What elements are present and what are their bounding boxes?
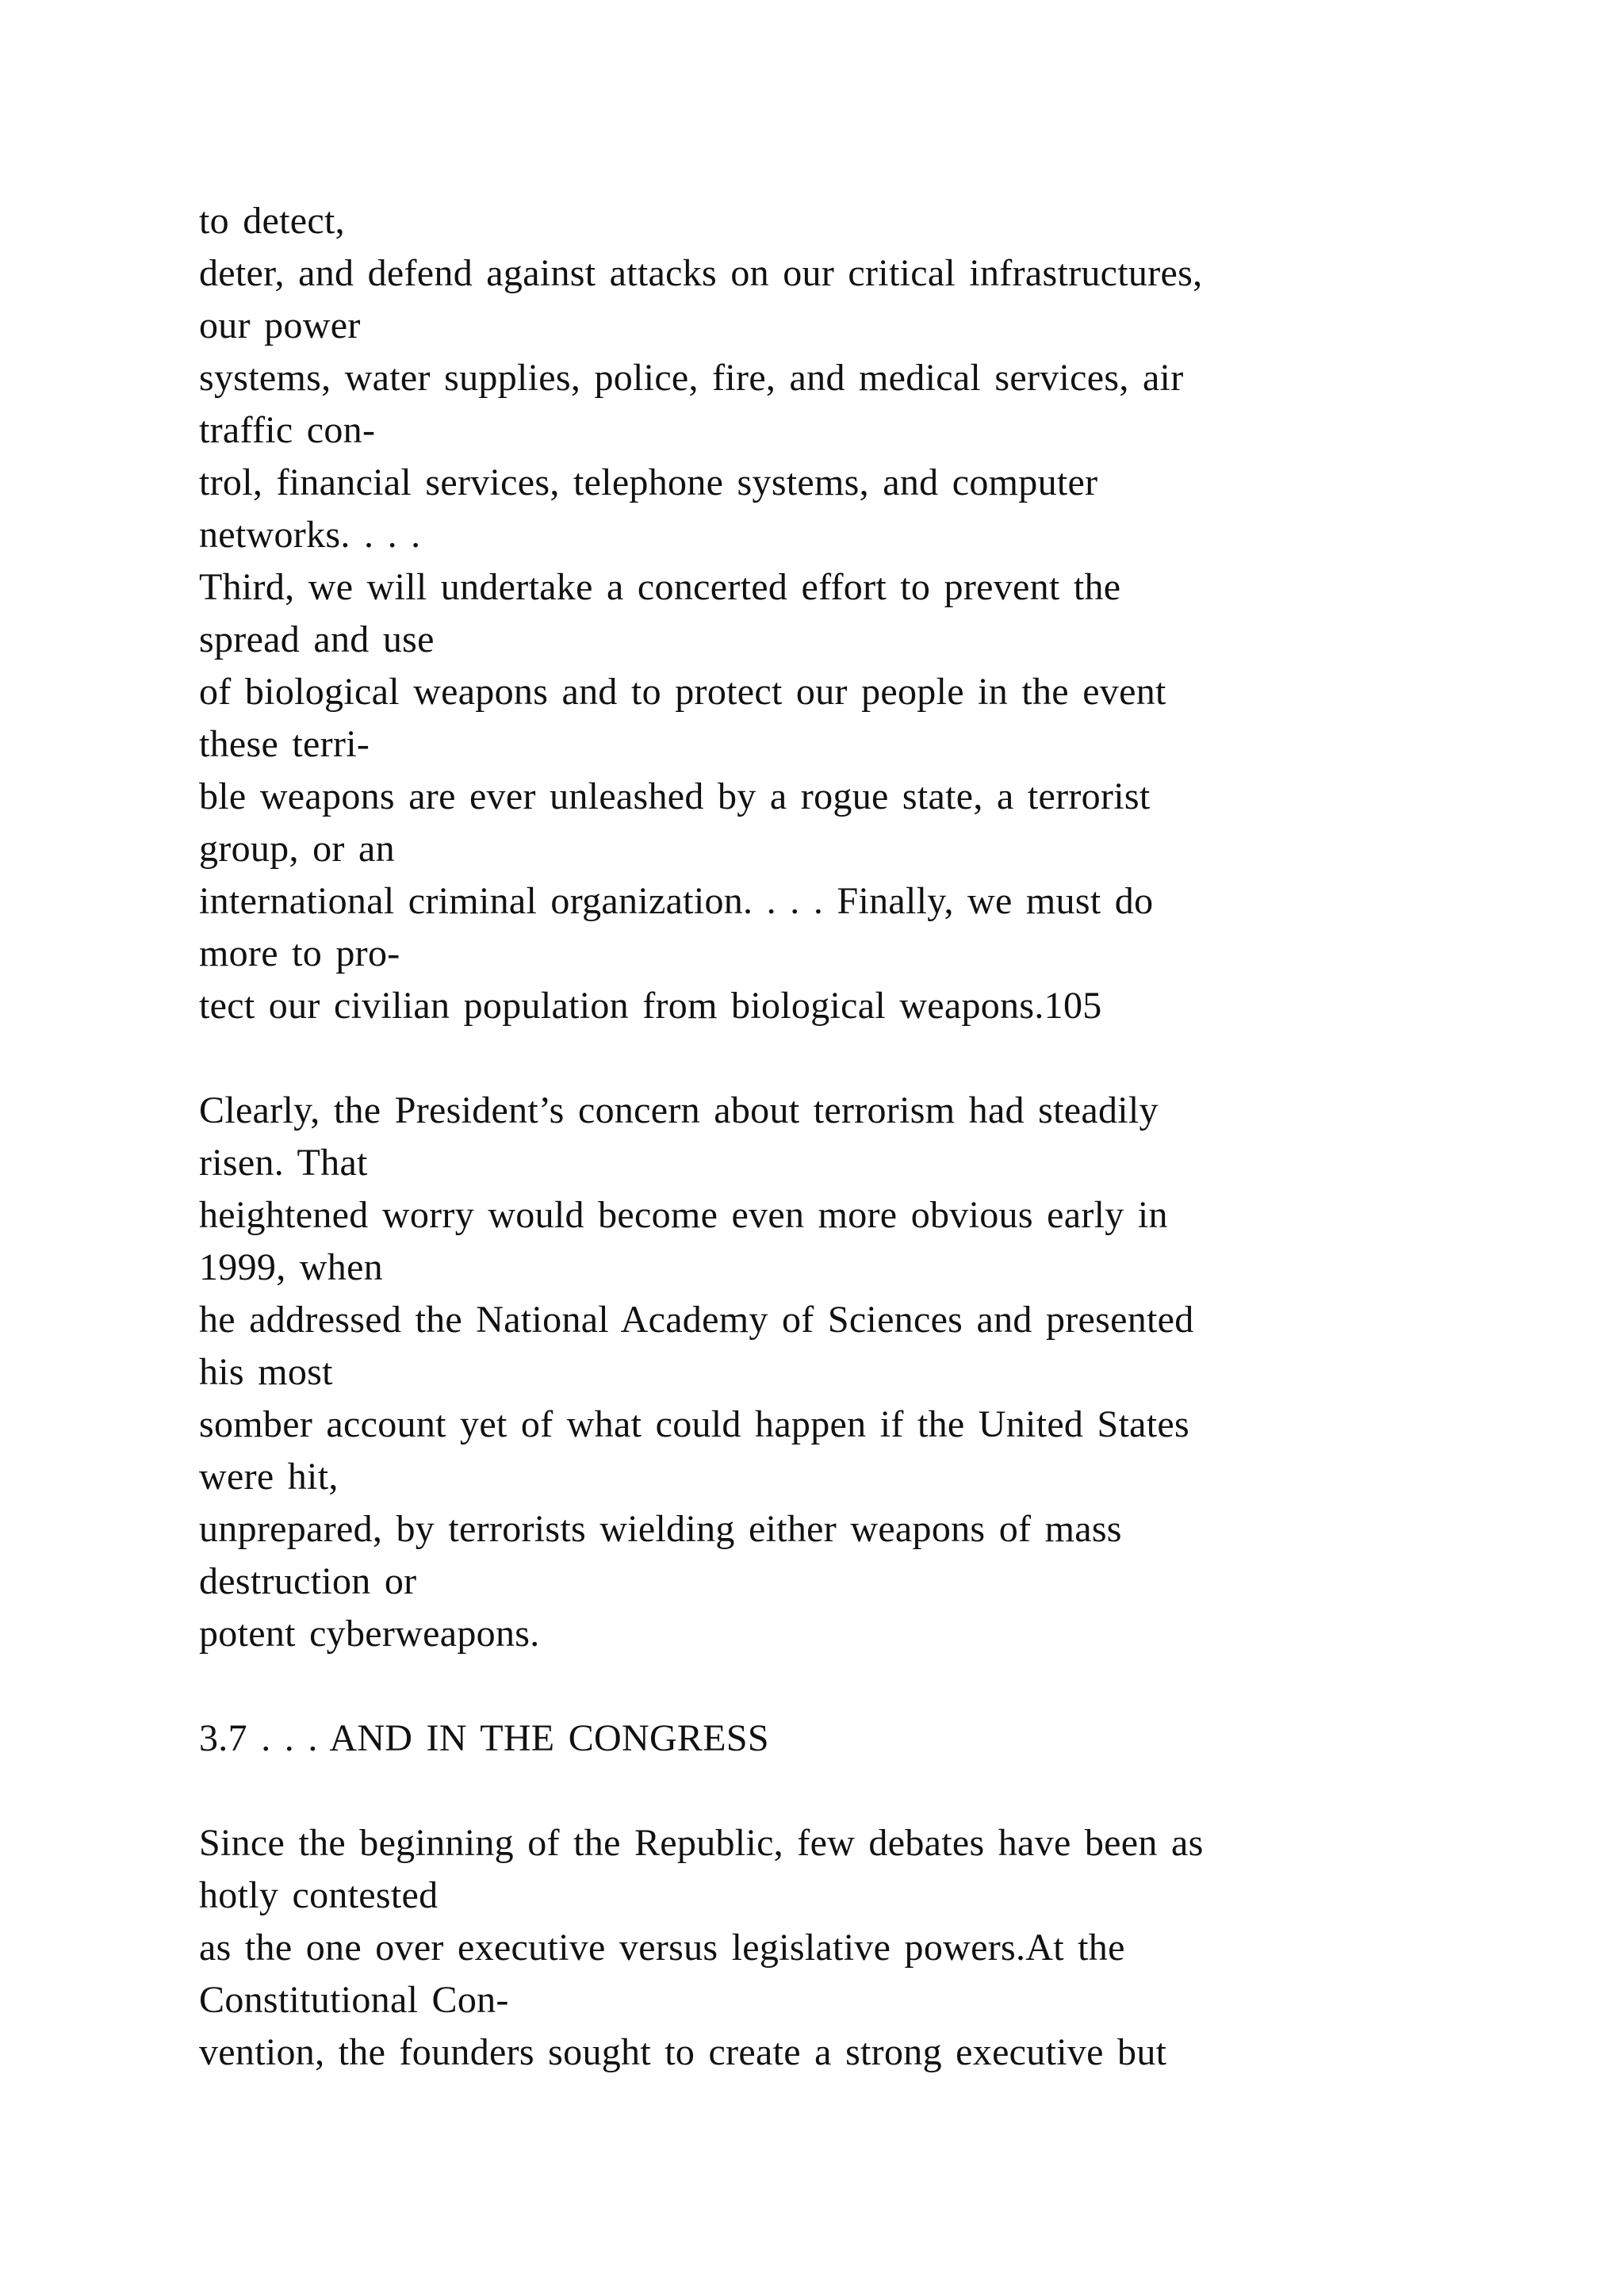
- text-line: to detect,: [199, 200, 345, 242]
- text-line: group, or an: [199, 828, 395, 870]
- text-line: Constitutional Con-: [199, 1979, 509, 2021]
- text-line: were hit,: [199, 1456, 339, 1498]
- document-body: [199, 195, 1484, 2079]
- text-line: tect our civilian population from biological weapons.105: [199, 985, 1102, 1027]
- text-line: as the one over executive versus legislative powers.At the: [199, 1927, 1125, 1969]
- body-paragraph: [199, 1817, 1484, 2079]
- text-line: his most: [199, 1351, 333, 1393]
- text-line: spread and use: [199, 618, 435, 660]
- text-line: these terri-: [199, 723, 370, 765]
- text-line: Clearly, the President’s concern about terrorism had steadily: [199, 1089, 1159, 1131]
- text-line: vention, the founders sought to create a strong executive but: [199, 2031, 1167, 2073]
- text-line: systems, water supplies, police, fire, and medical services, air: [199, 357, 1184, 399]
- paragraph-spacer: [199, 1660, 1484, 1712]
- text-line: ble weapons are ever unleashed by a rogue state, a terrorist: [199, 775, 1151, 817]
- text-line: unprepared, by terrorists wielding either weapons of mass: [199, 1508, 1122, 1550]
- text-line: networks. . . .: [199, 514, 421, 556]
- text-line: 1999, when: [199, 1246, 383, 1288]
- paragraph-spacer: [199, 1032, 1484, 1085]
- text-line: Third, we will undertake a concerted effort to prevent the: [199, 566, 1121, 608]
- paragraph-spacer: [199, 1765, 1484, 1817]
- text-line: of biological weapons and to protect our people in the event: [199, 671, 1166, 713]
- text-line: our power: [199, 304, 361, 346]
- quote-paragraph: [199, 195, 1484, 1032]
- text-line: Since the beginning of the Republic, few debates have been as: [199, 1822, 1204, 1864]
- text-line: risen. That: [199, 1142, 368, 1184]
- text-line: heightened worry would become even more obvious early in: [199, 1194, 1168, 1236]
- text-line: trol, financial services, telephone systems, and computer: [199, 461, 1098, 503]
- text-line: international criminal organization. . . . Finally, we must do: [199, 880, 1154, 922]
- text-line: hotly contested: [199, 1874, 439, 1916]
- text-line: potent cyberweapons.: [199, 1613, 540, 1655]
- text-line: he addressed the National Academy of Sciences and presented: [199, 1299, 1194, 1341]
- text-line: deter, and defend against attacks on our critical infrastructures,: [199, 252, 1203, 294]
- text-line: destruction or: [199, 1560, 417, 1602]
- text-line: traffic con-: [199, 409, 376, 451]
- text-line: more to pro-: [199, 932, 400, 974]
- text-line: somber account yet of what could happen if the United States: [199, 1403, 1189, 1445]
- body-paragraph: [199, 1085, 1484, 1660]
- section-heading: 3.7 . . . AND IN THE CONGRESS: [199, 1717, 769, 1759]
